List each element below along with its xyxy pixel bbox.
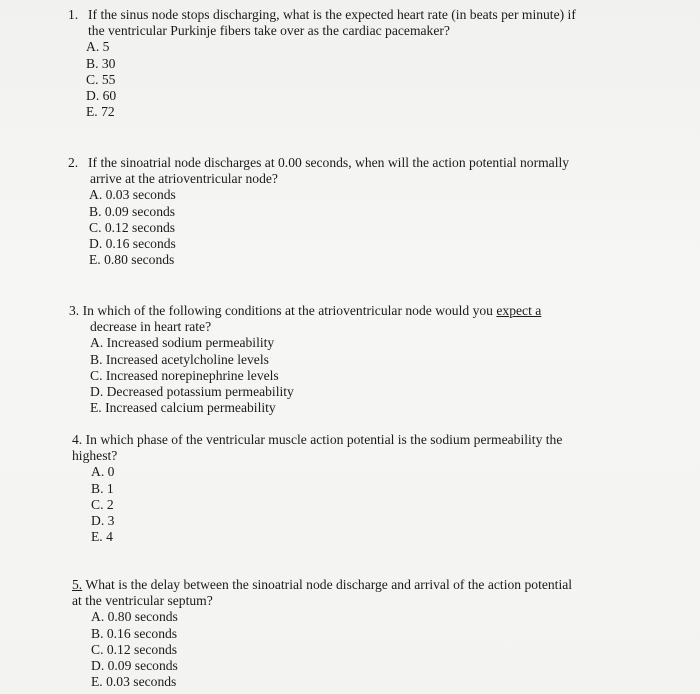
- question-3-stem-line-2: decrease in heart rate?: [90, 319, 212, 335]
- question-2-stem-line-2: arrive at the atrioventricular node?: [90, 171, 278, 187]
- question-5-number: 5.: [72, 577, 83, 592]
- question-1-option-c[interactable]: C. 55: [86, 71, 116, 87]
- question-2-option-a[interactable]: A. 0.03 seconds: [89, 187, 176, 203]
- question-1-stem-line-2: the ventricular Purkinje fibers take over as the cardiac pacemaker?: [88, 23, 450, 39]
- question-3-option-a[interactable]: A. Increased sodium permeability: [90, 335, 275, 351]
- question-4-option-b[interactable]: B. 1: [91, 480, 114, 496]
- question-1: [68, 7, 668, 120]
- question-4-number: 4.: [72, 432, 83, 447]
- question-2-stem-line-1: If the sinoatrial node discharges at 0.00 seconds, when will the action potential normally: [88, 155, 570, 170]
- question-2-option-d[interactable]: D. 0.16 seconds: [89, 236, 176, 252]
- question-1-option-d[interactable]: D. 60: [86, 88, 117, 104]
- question-3-stem-line-1: In which of the following conditions at the atrioventricular node would you: [82, 303, 493, 318]
- question-1-stem-line-1: If the sinus node stops discharging, what is the expected heart rate (in beats per minute) if: [88, 7, 576, 22]
- question-4-stem: [72, 432, 672, 448]
- question-2-stem: [68, 155, 668, 171]
- question-2-option-b[interactable]: B. 0.09 seconds: [89, 203, 176, 219]
- question-3-stem-underlined: expect a: [496, 303, 542, 318]
- question-1-number: 1.: [68, 7, 79, 22]
- question-2-option-c[interactable]: C. 0.12 seconds: [89, 219, 176, 235]
- question-5-option-c[interactable]: C. 0.12 seconds: [91, 641, 178, 657]
- question-5-option-b[interactable]: B. 0.16 seconds: [91, 625, 178, 641]
- question-3-option-b[interactable]: B. Increased acetylcholine levels: [90, 351, 269, 367]
- question-2: [68, 155, 668, 268]
- question-4-stem-line-2: highest?: [72, 448, 118, 464]
- question-4-option-a[interactable]: A. 0: [91, 464, 115, 480]
- question-5-option-e[interactable]: E. 0.03 seconds: [91, 674, 177, 690]
- question-5-stem-line-1: What is the delay between the sinoatrial node discharge and arrival of the action potential: [85, 577, 573, 592]
- question-3-stem: [69, 303, 669, 319]
- question-3-option-d[interactable]: D. Decreased potassium permeability: [90, 384, 294, 400]
- question-5: [72, 577, 672, 690]
- question-4-option-d[interactable]: D. 3: [91, 513, 115, 529]
- question-4-option-c[interactable]: C. 2: [91, 496, 114, 512]
- question-3-option-e[interactable]: E. Increased calcium permeability: [90, 400, 276, 416]
- question-5-option-d[interactable]: D. 0.09 seconds: [91, 658, 178, 674]
- question-5-stem-line-2: at the ventricular septum?: [72, 593, 213, 609]
- question-2-number: 2.: [68, 155, 79, 170]
- question-1-option-b[interactable]: B. 30: [86, 55, 116, 71]
- question-4-stem-line-1: In which phase of the ventricular muscle action potential is the sodium permeability the: [85, 432, 563, 447]
- question-5-option-a[interactable]: A. 0.80 seconds: [91, 609, 178, 625]
- question-4-option-e[interactable]: E. 4: [91, 529, 113, 545]
- question-1-option-a[interactable]: A. 5: [86, 39, 110, 55]
- question-3: [69, 303, 669, 416]
- question-2-option-e[interactable]: E. 0.80 seconds: [89, 252, 175, 268]
- question-3-number: 3.: [69, 303, 80, 318]
- question-1-stem: [68, 7, 668, 23]
- question-4: [72, 432, 672, 545]
- question-5-stem: [72, 577, 672, 593]
- question-1-option-e[interactable]: E. 72: [86, 104, 115, 120]
- question-3-option-c[interactable]: C. Increased norepinephrine levels: [90, 367, 279, 383]
